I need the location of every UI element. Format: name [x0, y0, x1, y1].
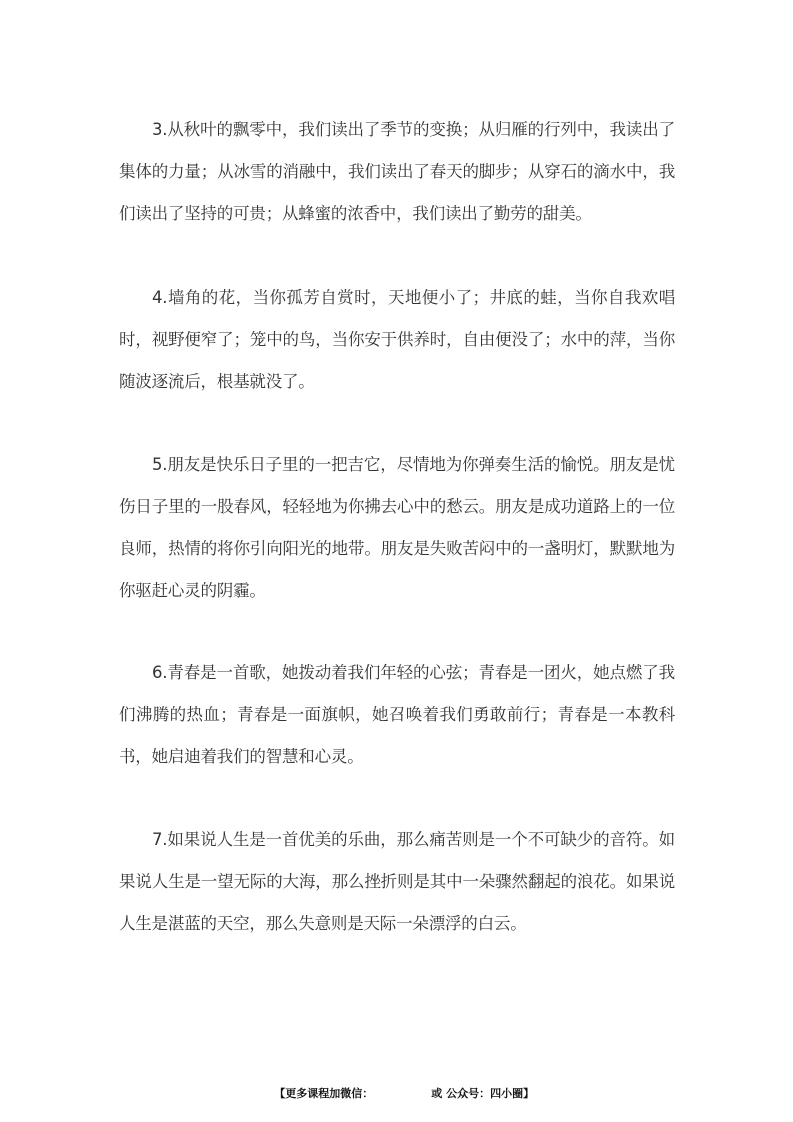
paragraph-6: 6.青春是一首歌，她拨动着我们年轻的心弦；青春是一团火，她点燃了我们沸腾的热血；青春是一面旗帜，她召唤着我们勇敢前行；青春是一本教科书，她启迪着我们的智慧和心灵。	[119, 663, 675, 766]
paragraph-7: 7.如果说人生是一首优美的乐曲，那么痛苦则是一个不可缺少的音符。如果说人生是一望无际的大海，那么挫折则是其中一朵骤然翻起的浪花。如果说人生是湛蓝的天空，那么失意则是天际一朵漂浮的白云。	[119, 830, 675, 933]
paragraph-4: 4.墙角的花，当你孤芳自赏时，天地便小了；井底的蛙，当你自我欢唱时，视野便窄了；笼中的鸟，当你安于供养时，自由便没了；水中的萍，当你随波逐流后，根基就没了。	[119, 288, 675, 391]
footer-wechat-label: 【更多课程加微信：	[274, 1087, 374, 1100]
page-footer	[0, 1072, 793, 1114]
footer-public-account: 或 公众号：四小圈】	[431, 1087, 535, 1100]
paragraph-5: 5.朋友是快乐日子里的一把吉它，尽情地为你弹奏生活的愉悦。朋友是忧伤日子里的一股春风，轻轻地为你拂去心中的愁云。朋友是成功道路上的一位良师，热情的将你引向阳光的地带。朋友是失败苦闷中的一盏明灯，默默地为你驱赶心灵的阴霾。	[119, 455, 675, 600]
paragraph-3: 3.从秋叶的飘零中，我们读出了季节的变换；从归雁的行列中，我读出了集体的力量；从冰雪的消融中，我们读出了春天的脚步；从穿石的滴水中，我们读出了坚持的可贵；从蜂蜜的浓香中，我们读出了勤劳的甜美。	[119, 120, 675, 223]
